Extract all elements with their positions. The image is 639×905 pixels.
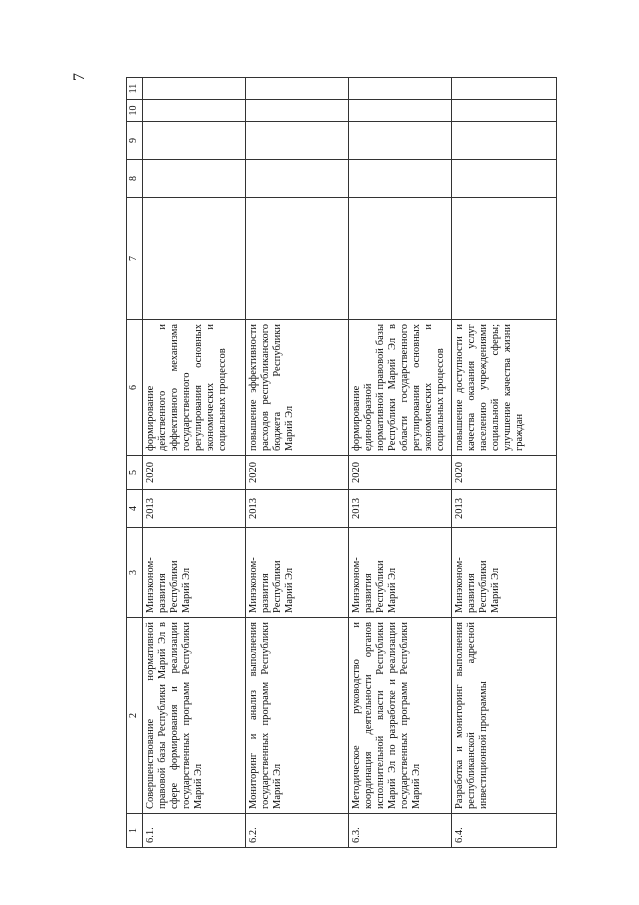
rotated-table-container [126,78,530,848]
header-cell-4: 4 [127,490,143,528]
end-year-cell: 2020 [452,456,557,490]
row-number: 6.4. [452,814,557,848]
header-row [127,78,143,848]
header-cell-10: 10 [127,100,143,122]
empty-cell [349,160,452,198]
empty-cell [143,160,246,198]
executor-cell: Минэконом-развития Республики Марий Эл [349,528,452,618]
empty-cell [246,100,349,122]
start-year-cell: 2013 [349,490,452,528]
header-cell-2: 2 [127,618,143,814]
end-year-cell: 2020 [246,456,349,490]
activity-cell: Совершенствование нормативной правовой базы Республики Марий Эл в сфере формирования и реализации государственных программ Республики Марий Эл [143,618,246,814]
end-year-cell: 2020 [143,456,246,490]
header-cell-8: 8 [127,160,143,198]
empty-cell [246,198,349,320]
table-row [143,78,246,848]
table-row [349,78,452,848]
executor-cell: Минэконом-развития Республики Марий Эл [452,528,557,618]
empty-cell [452,100,557,122]
header-cell-7: 7 [127,198,143,320]
empty-cell [143,78,246,100]
empty-cell [143,100,246,122]
empty-cell [349,78,452,100]
table-row [452,78,557,848]
end-year-cell: 2020 [349,456,452,490]
activity-cell: Методическое руководство и координация деятельности органов исполнительной власти Республики Марий Эл по разработке и реализации государственных программ Республики Марий Эл [349,618,452,814]
header-cell-11: 11 [127,78,143,100]
empty-cell [143,198,246,320]
program-activities-table [126,77,557,848]
start-year-cell: 2013 [452,490,557,528]
empty-cell [452,78,557,100]
result-cell: повышение эффективности расходов республиканского бюджета Республики Марий Эл [246,320,349,456]
page-number: 7 [71,73,88,81]
activity-cell: Мониторинг и анализ выполнения государственных программ Республики Марий Эл [246,618,349,814]
header-cell-3: 3 [127,528,143,618]
header-cell-6: 6 [127,320,143,456]
row-number: 6.1. [143,814,246,848]
empty-cell [349,122,452,160]
executor-cell: Минэконом-развития Республики Марий Эл [143,528,246,618]
table-row [246,78,349,848]
start-year-cell: 2013 [246,490,349,528]
executor-cell: Минэконом-развития Республики Марий Эл [246,528,349,618]
row-number: 6.2. [246,814,349,848]
empty-cell [246,160,349,198]
empty-cell [349,100,452,122]
header-cell-5: 5 [127,456,143,490]
empty-cell [452,160,557,198]
empty-cell [143,122,246,160]
result-cell: формирование единообразной нормативной правовой базы Республики Марий Эл в области государственного регулирования основных экономических и социальных процессов [349,320,452,456]
result-cell: формирование действенного и эффективного механизма государственного регулирования основных экономических и социальных процессов [143,320,246,456]
header-cell-1: 1 [127,814,143,848]
result-cell: повышение доступности и качества оказания услуг населению учреждениями социальной сферы; улучшение качества жизни граждан [452,320,557,456]
row-number: 6.3. [349,814,452,848]
empty-cell [452,122,557,160]
start-year-cell: 2013 [143,490,246,528]
empty-cell [246,78,349,100]
empty-cell [246,122,349,160]
empty-cell [452,198,557,320]
header-cell-9: 9 [127,122,143,160]
empty-cell [349,198,452,320]
activity-cell: Разработка и мониторинг выполнения республиканской адресной инвестиционной программы [452,618,557,814]
